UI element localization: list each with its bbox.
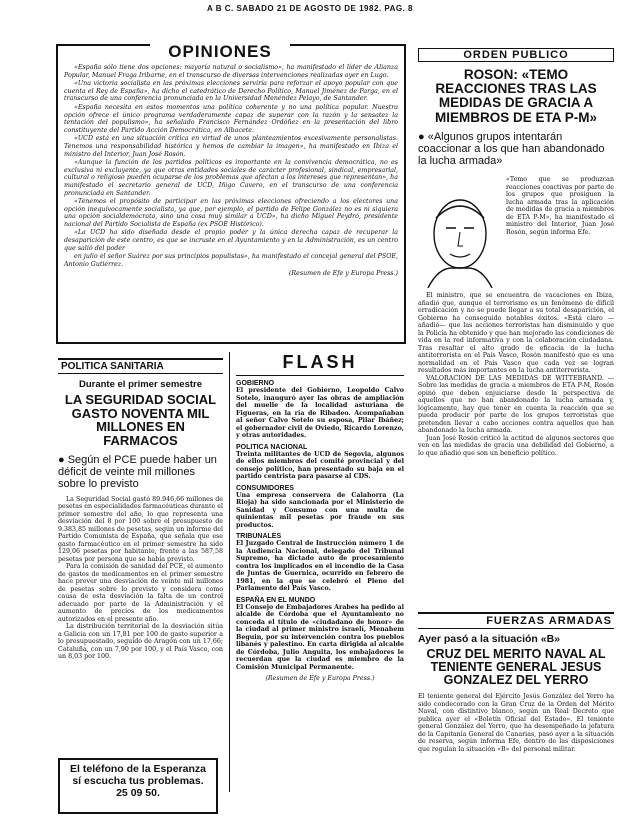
headline: ROSON: «TEMO REACCIONES TRAS LAS MEDIDAS DE GRACIA A MIEMBROS DE ETA P-M»	[434, 67, 597, 125]
phone-line: sí escucha tus problemas.	[72, 775, 204, 787]
lead-text: «Algunos grupos intentarán coaccionar a los que han abandonado la lucha armada»	[418, 130, 605, 167]
opinion-paragraph: «España necesita en estos momentos una política coherente y no una política popular. Nuestra opción ofrece el único programa verdaderamente capaz de superar con la razón y la sensatez la tentación del populismo», ha señalado Francisco Fernández Ordóñez en la presentación del libro constituyente del Partido Acción Democrática, en Albacete.	[64, 103, 398, 134]
opinion-paragraph: «España sólo tiene dos opciones: mayoría natural o socialismo», ha manifestado el líder de Alianza Popular, Manuel Fraga Iribarne, en el transcurso de diversas intervenciones realizadas ayer en Lugo.	[64, 64, 398, 79]
page-header: A B C. SABADO 21 DE AGOSTO DE 1982. PAG. 8	[207, 4, 413, 13]
headline: LA SEGURIDAD SOCIAL GASTO NOVENTA MIL MILLONES EN FARMACOS	[64, 392, 217, 448]
flash-category: ESPAÑA EN EL MUNDO	[236, 596, 316, 604]
lead: ● Según el PCE puede haber un déficit de veinte mil millones sobre lo previsto	[58, 453, 217, 490]
lead-text: Según el PCE puede haber un déficit de veinte mil millones sobre lo previsto	[58, 453, 217, 490]
flash-category: CONSUMIDORES	[236, 484, 294, 492]
flash-item: El Consejo de Embajadores Arabes ha pedido al alcalde de Córdoba que el Ayuntamiento no conceda el título de «ciudadano de honor» de la ciudad al primer ministro israelí, Menahem Beguin, por su intervención contra los pueblos libanés y palestino. En carta dirigida al alcalde de Córdoba, Julio Anguita, los embajadores le recuerdan que la ciudad es miembro de la Comisión Municipal Permanente.	[236, 603, 404, 671]
sanitaria-paragraph: La Seguridad Social gastó 89.946,66 millones de pesetas en especialidades farmacéuticas durante el primer semestre del año, lo que representa una desviación del 8 por 100 sobre el presupuesto de 9.383,85 millones de pesetas, según un informe del Partido Comunista de España, que señala que ese gasto farmacéutico en el primer semestre ha sido 129,06 pesetas por habitante, frente a las 587,58 pesetas por persona que se había previsto.	[58, 495, 223, 563]
flash-section	[229, 352, 404, 792]
opinion-paragraph: «Tenemos el propósito de participar en las próximas elecciones ofreciendo a los electores una opción inequívocamente socialista, ya que, por ejemplo, el partido de Felipe González no es ni siquiera una opción socialdemócrata, sino una cosa muy similar a UCD», ha dicho Miguel Peydró, presidente nacional del Partido Socialista de España (ex PSOE Histórico).	[64, 198, 398, 228]
opinion-paragraph: «Una victoria socialista en las próximas elecciones serviría para reforzar el apoyo popular con que cuenta el Rey de España», ha dicho el catedrático de Derecho Político, Manuel Jiménez de Parga, en el transcurso de una conferencia pronunciada en la Universidad Menéndez Pelayo, de Santander.	[64, 80, 398, 103]
phone-box	[58, 758, 218, 814]
opinion-paragraph: «Aunque la función de los partidos políticos es importante en la convivencia democrática, no es exclusiva ni excluyente, ya que otras entidades sociales de carácter profesional, sindical, empresarial, cultural o religioso pueden ocuparse de los problemas que afectan a los intereses que representan», ha manifestado el secretario general de UCD, Iñigo Cavero, en el transcurso de una conferencia pronunciada en Santander.	[64, 159, 398, 197]
lead: ● «Algunos grupos intentarán coaccionar a los que han abandonado la lucha armada»	[418, 130, 605, 167]
section-head: ORDEN PUBLICO	[418, 48, 614, 62]
sanitaria-body	[58, 496, 223, 661]
portrait-drawing	[418, 188, 502, 288]
flash-item: El Juzgado Central de Instrucción número 1 de la Audiencia Nacional, delegado del Tribunal Supremo, ha dictado auto de procesamiento contra los implicados en el incendio de la Casa de Juntas de Guernica, ocurrido en febrero de 1981, en la que se celebró el Pleno del Parlamento del País Vasco.	[236, 540, 404, 592]
section-head: POLITICA SANITARIA	[58, 358, 223, 374]
fuerzas-body: El teniente general del Ejército Jesús González del Yerro ha sido condecorado con la Gran Cruz de la Orden del Mérito Naval, con distintivo blanco, según un Real Decreto que publica ayer el «Boletín Oficial del Estado». El teniente general González del Yerro, que ha desempeñado la jefatura de la Capitanía General de Canarias, pasó ayer a la situación de reserva, según informa Efe, dentro de las disposiciones que regulan la situación «B» del personal militar.	[418, 693, 614, 753]
orden-publico-section	[418, 48, 614, 167]
flash-item: Treinta militantes de UCD de Segovia, algunos de ellos miembros del comité provincial y del consejo político, han presentado su baja en el partido centrista para pasarse al CDS.	[236, 450, 404, 480]
flash-category: POLITICA NACIONAL	[236, 443, 308, 451]
opinion-paragraph: «UCD está en una situación crítica en virtud de unos planteamientos excesivamente personalistas. Tenemos una responsabilidad histórica y hemos de cambiar la imagen», ha manifestado en Ibiza el ministro del Interior, Juan José Rosón.	[64, 135, 398, 158]
flash-item: El presidente del Gobierno, Leopoldo Calvo Sotelo, inauguró ayer las obras de ampliación del muelle de la localidad asturiana de Figueras, en la ría de Ribadeo. Acompañaban al señor Calvo Sotelo su esposa, Pilar Ibáñez; el gobernador civil de Oviedo, Ricardo Lorenzo, y otras autoridades.	[236, 387, 404, 439]
opiniones-box	[56, 44, 406, 344]
phone-line: El teléfono de la Esperanza	[70, 763, 206, 775]
flash-category: TRIBUNALES	[236, 533, 282, 540]
orden-paragraph: El ministro, que se encuentra de vacaciones en Ibiza, añadió que, aunque el terrorismo es un fenómeno de difícil erradicación y no se puede llegar a su total desaparición, el Gobierno ha conseguido notables éxitos. «Está claro —añadió— que las acciones terroristas han disminuido y que la Policía ha obtenido y que han mejorado las condiciones de vida en la red informativa y con la colaboración ciudadana. Tras resaltar el alto grado de eficacia de la lucha antiterrorista en el País Vasco, Rosón manifestó que es una normalidad en el País Vasco que cada vez se logran resultados más importantes en la lucha antiterrorista.	[418, 292, 614, 374]
sanitaria-paragraph: Para la comisión de sanidad del PCE, el aumento de gastos de medicamentos en el primer semestre hace prever una desviación de veinte mil millones de pesetas sobre lo previsto y considera como causa de esta desviación la falta de un control adecuado por parte de la Administración y el aumento de precios de los medicamentos autorizados en el presente año.	[58, 563, 223, 623]
opinion-paragraph: «La UCD ha sido diseñada desde el propio poder y la única derecha capaz de recuperar la desaparición de este centro, es que se incruste en el Ayuntamiento y en la Administración, es un centro que salió del poder	[64, 229, 398, 252]
sanitaria-paragraph: La distribución territorial de la desviación sitúa a Galicia con un 17,81 por 100 de gasto superior a lo presupuestado, seguido de Aragón con un 17,66; Cataluña, con un 7,90 por 100, y el País Vasco, con un 8,03 por 100.	[58, 623, 223, 661]
flash-title: FLASH	[282, 352, 358, 372]
headline: CRUZ DEL MERITO NAVAL AL TENIENTE GENERAL JESUS GONZALEZ DEL YERRO	[426, 647, 606, 688]
kicker: Durante el primer semestre	[78, 379, 203, 390]
opiniones-credit: (Resumen de Efe y Europa Press.)	[288, 270, 398, 278]
flash-item: Una empresa conservera de Calahorra (La Rioja) ha sido sancionada por el Ministerio de Sanidad y Consumo con una multa de quinientas mil pesetas por fraude en sus productos.	[236, 491, 404, 529]
orden-body	[418, 292, 614, 457]
opiniones-text	[64, 64, 398, 268]
flash-category: GOBIERNO	[236, 380, 275, 387]
kicker: Ayer pasó a la situación «B»	[418, 633, 561, 645]
opinion-paragraph: en julio el señor Suárez por sus principios populistas», ha manifestado el concejal general del PSOE, Antonio Gutiérrez.	[64, 253, 398, 268]
opiniones-title: OPINIONES	[150, 42, 290, 62]
phone-number: 25 09 50.	[116, 787, 160, 799]
section-head: FUERZAS ARMADAS	[418, 612, 614, 629]
orden-paragraph: VALORACION DE LAS MEDIDAS DE WITTEBRAND. — Sobre las medidas de gracia a miembros de ETA P-M, Rosón opinó que deben enjuiciarse desde la perspectiva de aquellos que no han abandonado la lucha armada y, lógicamente, hay que tener en cuenta la reacción que se pueda producir por parte de los grupos terroristas que pretenden llevar a cabo acciones contra aquellos que han abandonado la lucha armada.	[418, 374, 614, 434]
fuerzas-armadas-section	[418, 612, 614, 753]
flash-credit: (Resumen de Efe y Europa Press.)	[265, 675, 375, 682]
orden-paragraph: Juan José Rosón criticó la actitud de algunos sectores que ven en las medidas de gracia una debilidad del Gobierno, a lo que añadió que son un beneficio político.	[418, 434, 614, 457]
politica-sanitaria-section	[58, 358, 223, 661]
orden-body-right: «Temo que se produzcan reacciones coactivas por parte de los grupos que prosiguen la lucha armada tras la aplicación de medidas de gracia a miembros de ETA P-M», ha manifestado el ministro del Interior, Juan José Rosón, según informa Efe.	[506, 176, 614, 236]
